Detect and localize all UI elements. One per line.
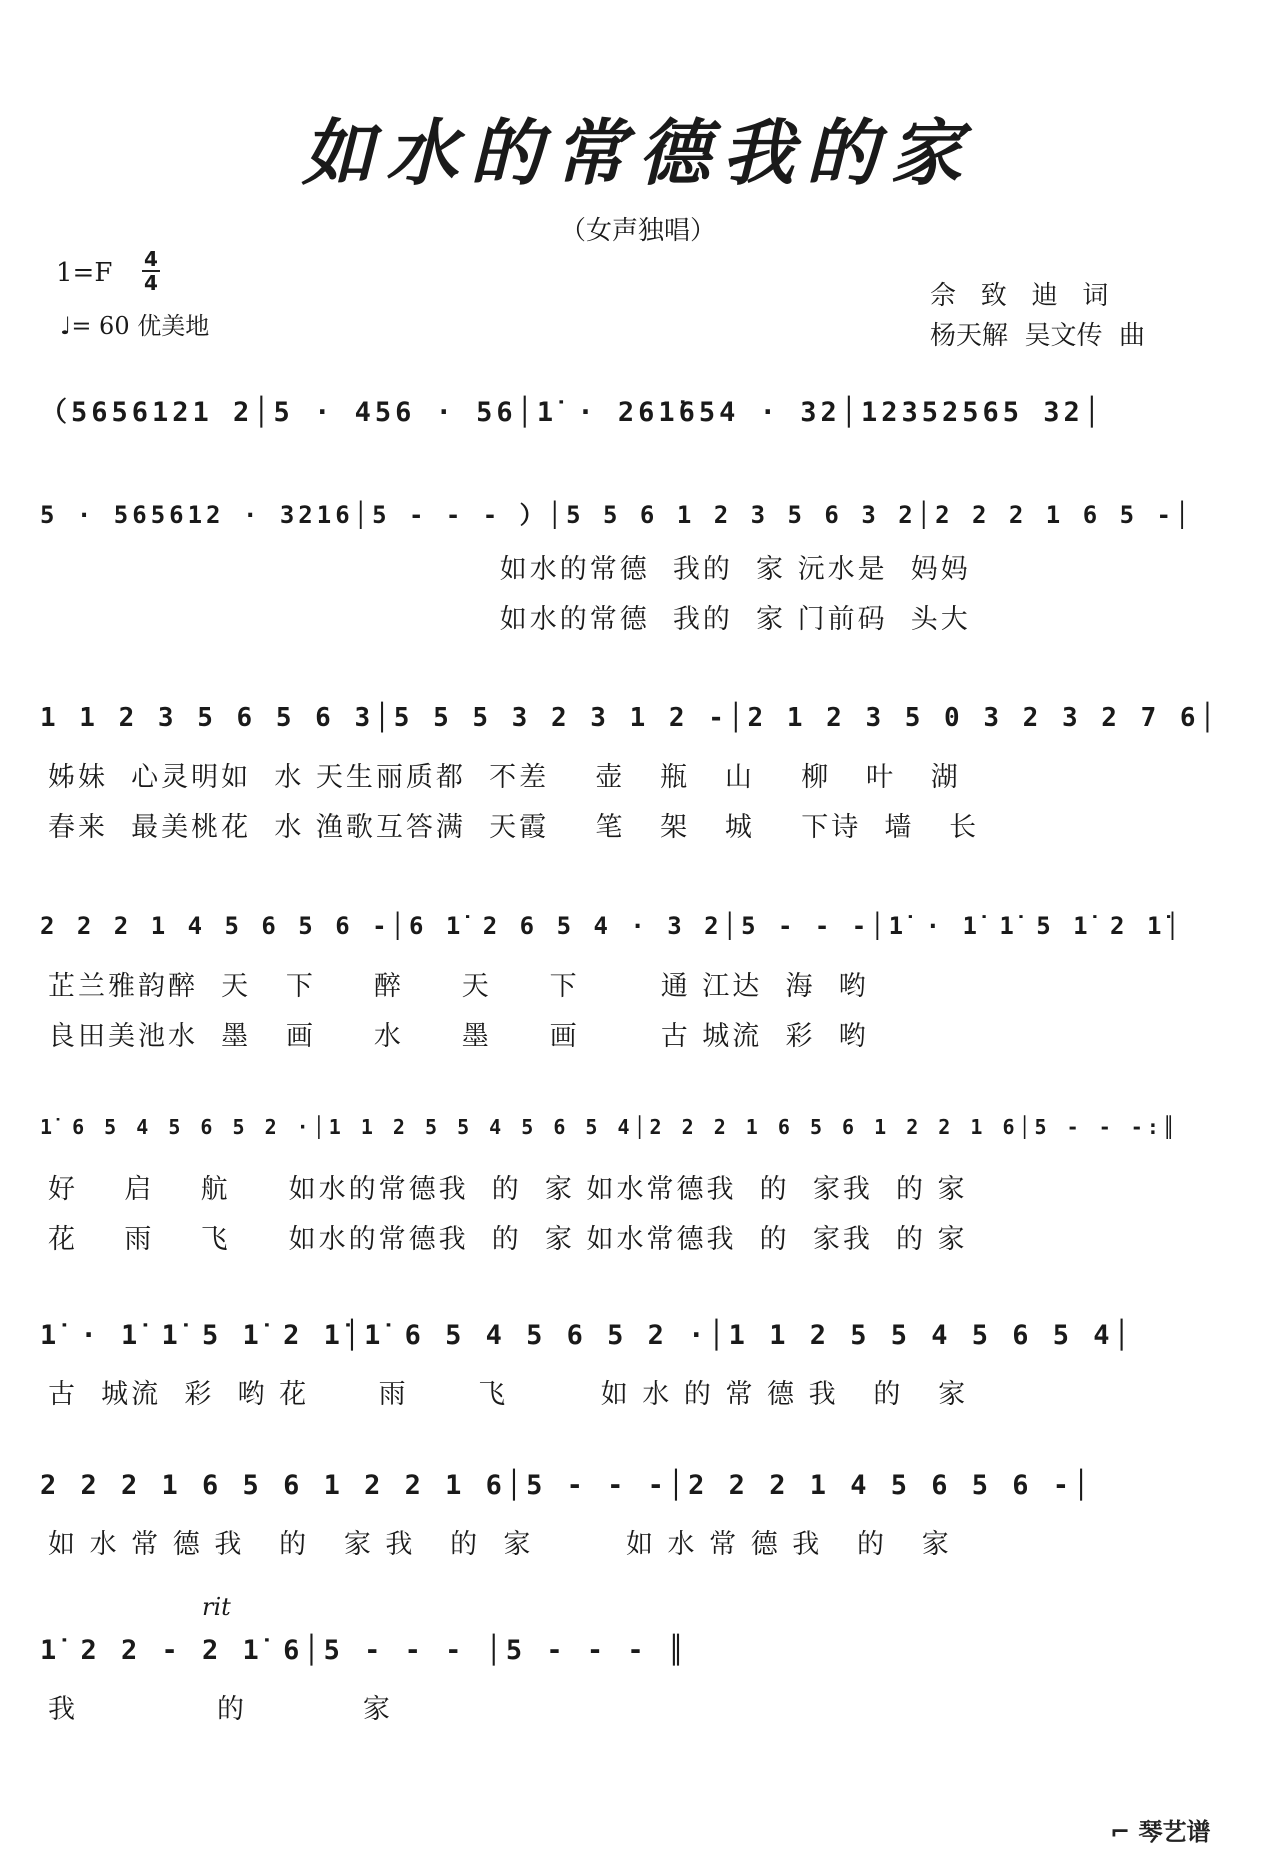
score-row-3	[40, 703, 1220, 843]
notes: （5656121 2│5 · 456 · 56│1̇ · 261̇654 · 32│12352565 32│	[40, 397, 1105, 428]
site-logo	[1110, 1812, 1210, 1847]
composer: 杨天解 吴文传 曲	[930, 321, 1146, 351]
notes: 5 · 565612 · 3216│5 - - - ）│5 5 6 1 2 3 5 6 3 2│2 2 2 1 6 5 -│	[40, 501, 1194, 529]
score-row-8	[40, 1593, 1220, 1735]
lyric-verse-2: 花 雨 飞 如水的常德我 的 家 如水常德我 的 家我 的 家	[48, 1224, 968, 1255]
song-title: 如水的常德我的家	[301, 110, 974, 195]
lyric-verse-1: 好 启 航 如水的常德我 的 家 如水常德我 的 家我 的 家	[48, 1174, 968, 1205]
time-top: 4	[144, 247, 158, 271]
score-row-2	[40, 495, 1220, 635]
lyric-verse-1: 芷兰雅韵醉 天 下 醉 天 下 通 江达 海 哟	[48, 971, 869, 1002]
time-bottom: 4	[144, 271, 158, 295]
lyric-verse-1: 如 水 常 德 我 的 家 我 的 家 如 水 常 德 我 的 家	[48, 1529, 952, 1560]
subtitle: （女声独唱）	[559, 216, 716, 246]
lyric-verse-1: 我 的 家	[48, 1694, 393, 1725]
notes: 1̇ 2 2 - 2 1̇ 6│5 - - - │5 - - - ║	[40, 1635, 689, 1666]
score-row-6	[40, 1320, 1220, 1420]
lyric-verse-1: 如水的常德 我的 家 沅水是 妈妈	[48, 554, 971, 585]
credits	[930, 276, 1145, 356]
lyric-verse-2: 良田美池水 墨 画 水 墨 画 古 城流 彩 哟	[48, 1021, 869, 1052]
rit-marking: rit	[202, 1593, 231, 1621]
score-row-5	[40, 1115, 1220, 1255]
lyric-verse-2: 如水的常德 我的 家 门前码 头大	[48, 604, 971, 635]
lyric-verse-2: 春来 最美桃花 水 渔歌互答满 天霞 笔 架 城 下诗 墙 长	[48, 812, 980, 843]
notes: 1̇ 6 5 4 5 6 5 2 ·│1 1 2 5 5 4 5 6 5 4│2 2 2 1 6 5 6 1 2 2 1 6│5 - - -:║	[40, 1115, 1179, 1139]
score-row-1	[40, 390, 1220, 450]
logo-text: 琴艺谱	[1138, 1818, 1211, 1846]
lyricist: 佘 致 迪 词	[930, 281, 1109, 311]
notes: 2 2 2 1 6 5 6 1 2 2 1 6│5 - - -│2 2 2 1 4 5 6 5 6 -│	[40, 1470, 1094, 1501]
tempo-marking: ♩= 60 优美地	[60, 312, 210, 340]
score-row-7	[40, 1470, 1220, 1570]
key-signature: 1=F	[56, 258, 113, 288]
notes: 1̇ · 1̇ 1̇ 5 1̇ 2 1̇│1̇ 6 5 4 5 6 5 2 ·│1 1 2 5 5 4 5 6 5 4│	[40, 1320, 1134, 1351]
notes: 2 2 2 1 4 5 6 5 6 -│6 1̇ 2 6 5 4 · 3 2│5 - - -│1̇ · 1̇ 1̇ 5 1̇ 2 1̇│	[40, 912, 1184, 940]
lyric-verse-1: 姊妹 心灵明如 水 天生丽质都 不差 壶 瓶 山 柳 叶 湖	[48, 762, 961, 793]
notes: 1 1 2 3 5 6 5 6 3│5 5 5 3 2 3 1 2 -│2 1 2 3 5 0 3 2 3 2 7 6│	[40, 703, 1220, 733]
time-signature	[142, 248, 160, 294]
lyric-verse-1: 古 城流 彩 哟 花 雨 飞 如 水 的 常 德 我 的 家	[48, 1379, 969, 1410]
score-row-4	[40, 912, 1220, 1052]
logo-icon: ⌐	[1110, 1818, 1131, 1846]
